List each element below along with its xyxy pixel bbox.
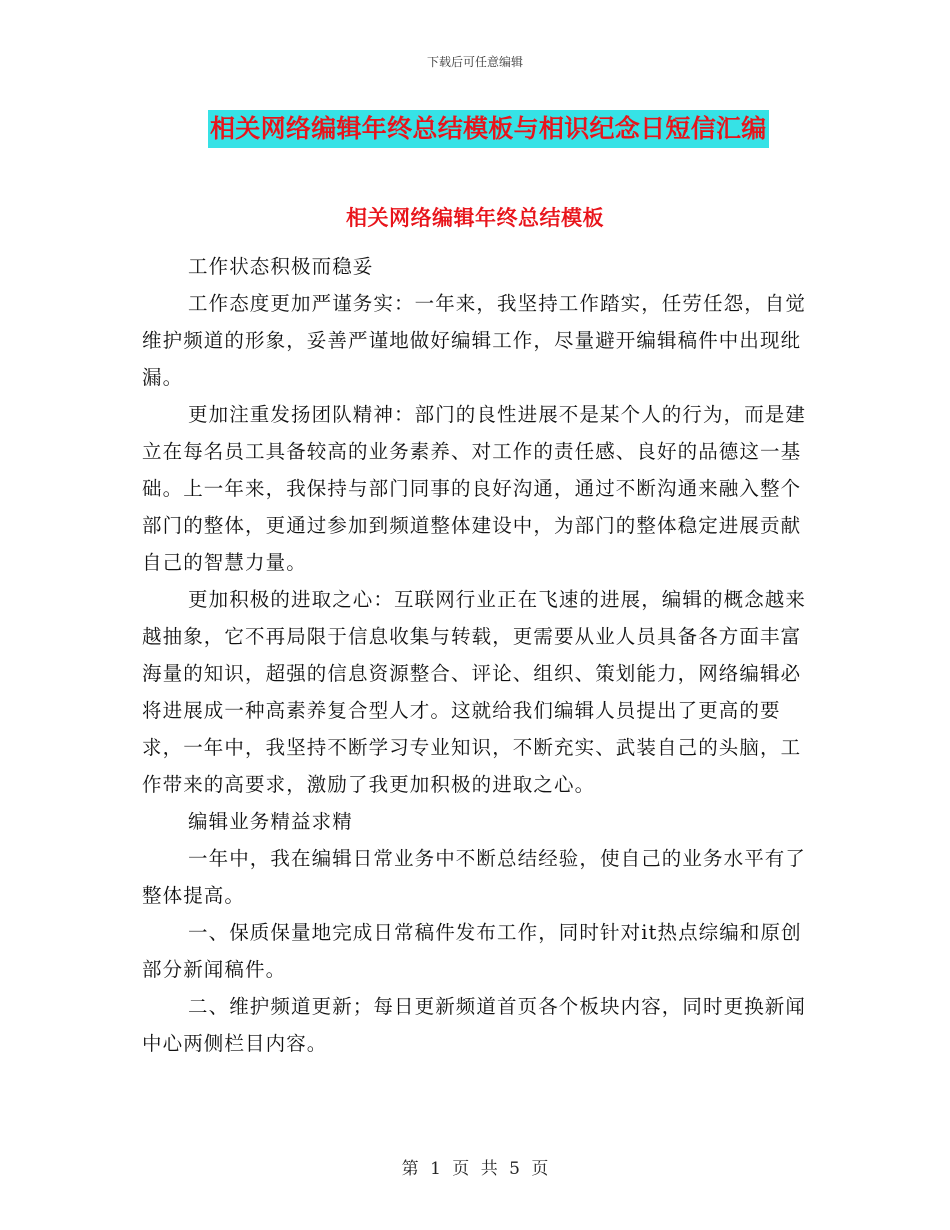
paragraph: 编辑业务精益求精	[188, 810, 353, 833]
paragraph: 更加积极的进取之心：互联网行业正在飞速的进展，编辑的概念越来越抽象，它不再局限于信息收集与转载，更需要从业人员具备各方面丰富海量的知识，超强的信息资源整合、评论、组织、策划能力，网络编辑必将进展成一种高素养复合型人才。这就给我们编辑人员提出了更高的要求，一年中，我坚持不断学习专业知识，不断充实、武装自己的头脑，工作带来的高要求，激励了我更加积极的进取之心。	[142, 588, 807, 796]
paragraph: 工作态度更加严谨务实：一年来，我坚持工作踏实，任劳任怨，自觉维护频道的形象，妥善严谨地做好编辑工作，尽量避开编辑稿件中出现纰漏。	[142, 292, 807, 389]
paragraph: 更加注重发扬团队精神：部门的良性进展不是某个人的行为，而是建立在每名员工具备较高的业务素养、对工作的责任感、良好的品德这一基础。上一年来，我保持与部门同事的良好沟通，通过不断沟通来融入整个部门的整体，更通过参加到频道整体建设中，为部门的整体稳定进展贡献自己的智慧力量。	[142, 403, 807, 574]
paragraph: 二、维护频道更新；每日更新频道首页各个板块内容，同时更换新闻中心两侧栏目内容。	[142, 995, 807, 1055]
document-body	[142, 248, 808, 1062]
paragraph: 工作状态积极而稳妥	[188, 255, 374, 278]
page-number: 第 1 页 共 5 页	[401, 1159, 549, 1179]
document-title: 相关网络编辑年终总结模板与相识纪念日短信汇编	[208, 110, 769, 148]
paragraph: 一、保质保量地完成日常稿件发布工作，同时针对it热点综编和原创部分新闻稿件。	[142, 921, 802, 981]
section-title: 相关网络编辑年终总结模板	[346, 205, 604, 230]
paragraph: 一年中，我在编辑日常业务中不断总结经验，使自己的业务水平有了整体提高。	[142, 847, 807, 907]
header-note: 下载后可任意编辑	[426, 55, 523, 69]
